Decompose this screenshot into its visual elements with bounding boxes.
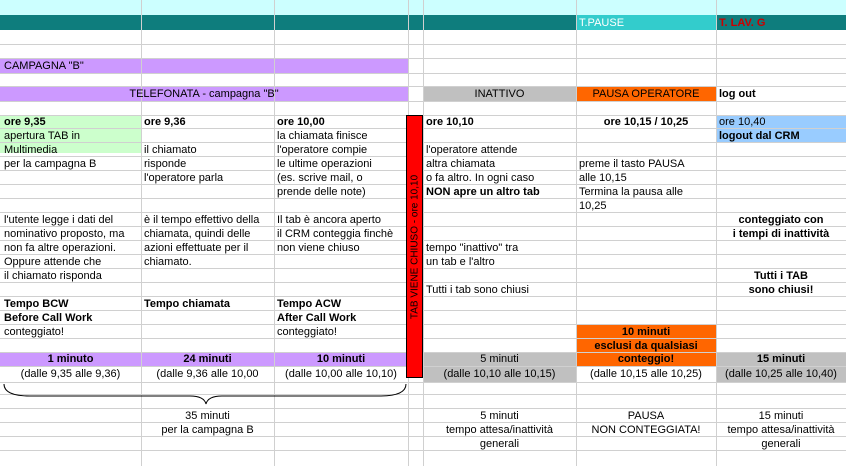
col6-duration: 15 minuti bbox=[756, 353, 806, 365]
col5-line: preme il tasto PAUSA bbox=[579, 158, 685, 170]
summary-logout: 15 minuti bbox=[758, 410, 804, 422]
col2-line: risponde bbox=[144, 158, 187, 170]
col1-range: (dalle 9,35 alle 9,36) bbox=[20, 368, 121, 380]
col1-para: non fa altre operazioni. bbox=[4, 242, 116, 254]
summary-campaign: per la campagna B bbox=[161, 424, 254, 436]
col4-line: o fa altro. In ogni caso bbox=[426, 172, 535, 184]
summary-logout: generali bbox=[761, 438, 801, 450]
section-pausa: PAUSA OPERATORE bbox=[592, 88, 700, 100]
col1-para: l'utente legge i dati del bbox=[4, 214, 114, 226]
col5-time: ore 10,15 / 10,25 bbox=[603, 116, 689, 128]
col4-closed: Tutti i tab sono chiusi bbox=[426, 284, 529, 296]
col2-time: ore 9,36 bbox=[144, 116, 186, 128]
col1-para: Oppure attende che bbox=[4, 256, 102, 268]
summary-inattivo: 5 minuti bbox=[480, 410, 519, 422]
summary-inattivo: generali bbox=[479, 438, 520, 450]
col3-line: le ultime operazioni bbox=[277, 158, 372, 170]
col2-para: chiamato. bbox=[144, 256, 192, 268]
col3-line: prende delle note) bbox=[277, 186, 366, 198]
col5-box: conteggio! bbox=[617, 353, 675, 365]
summary-inattivo: tempo attesa/inattività bbox=[445, 424, 553, 436]
col2-duration: 24 minuti bbox=[183, 353, 232, 365]
col5-line: alle 10,15 bbox=[579, 172, 627, 184]
section-telefonata: TELEFONATA - campagna "B" bbox=[129, 88, 279, 100]
col1-line: Multimedia bbox=[4, 144, 58, 156]
col6-logout: logout dal CRM bbox=[719, 130, 800, 142]
summary-campaign: 35 minuti bbox=[185, 410, 230, 422]
summary-logout: tempo attesa/inattività bbox=[727, 424, 835, 436]
col3-para: non viene chiuso bbox=[277, 242, 360, 254]
col4-time: ore 10,10 bbox=[426, 116, 474, 128]
col4-duration: 5 minuti bbox=[480, 353, 519, 365]
col2-line: il chiamato bbox=[144, 144, 197, 156]
section-inattivo: INATTIVO bbox=[474, 88, 525, 100]
col6-para: i tempi di inattività bbox=[732, 228, 830, 240]
col1-line: apertura TAB in bbox=[4, 130, 81, 142]
col6-time: ore 10,40 bbox=[719, 116, 766, 128]
col3-time: ore 10,00 bbox=[277, 116, 325, 128]
col3-duration: 10 minuti bbox=[316, 353, 366, 365]
col1-para: il chiamato risponda bbox=[4, 270, 102, 282]
col1-tempo: conteggiato! bbox=[4, 326, 64, 338]
tpause-header: T.PAUSE bbox=[579, 17, 625, 29]
col3-tempo: conteggiato! bbox=[277, 326, 337, 338]
col1-duration: 1 minuto bbox=[47, 353, 94, 365]
col1-line: per la campagna B bbox=[4, 158, 97, 170]
tab-closed-label: TAB VIENE CHIUSO - ore 10,10 bbox=[409, 174, 420, 319]
col3-para: Il tab è ancora aperto bbox=[277, 214, 381, 226]
tab-closed-bar bbox=[406, 115, 423, 378]
col5-box: esclusi da qualsiasi bbox=[594, 340, 698, 352]
col2-line: l'operatore parla bbox=[144, 172, 224, 184]
col3-range: (dalle 10,00 alle 10,10) bbox=[285, 368, 397, 380]
col4-para: tempo "inattivo" tra bbox=[426, 242, 519, 254]
col5-line: 10,25 bbox=[579, 200, 607, 212]
col4-line: altra chiamata bbox=[426, 158, 496, 170]
col4-range: (dalle 10,10 alle 10,15) bbox=[443, 368, 556, 380]
col6-tabs: Tutti i TAB bbox=[754, 270, 808, 282]
col3-tempo: Tempo ACW bbox=[277, 298, 342, 310]
summary-pausa: NON CONTEGGIATA! bbox=[591, 424, 701, 436]
col2-para: chiamata, quindi delle bbox=[144, 228, 251, 240]
brace-shape bbox=[0, 382, 410, 406]
col3-line: la chiamata finisce bbox=[277, 130, 368, 142]
col1-time: ore 9,35 bbox=[4, 116, 46, 128]
col4-line: NON apre un altro tab bbox=[426, 186, 540, 198]
col5-line: Termina la pausa alle bbox=[579, 186, 683, 198]
col2-para: è il tempo effettivo della bbox=[144, 214, 260, 226]
col3-tempo: After Call Work bbox=[277, 312, 357, 324]
col4-line: l'operatore attende bbox=[426, 144, 518, 156]
campaign-label: CAMPAGNA "B" bbox=[4, 60, 84, 72]
col5-box: 10 minuti bbox=[621, 326, 671, 338]
col2-para: azioni effettuate per il bbox=[144, 242, 249, 254]
tlav-header: T. LAV. G bbox=[719, 17, 766, 29]
summary-pausa: PAUSA bbox=[627, 410, 665, 422]
col1-para: nominativo proposto, ma bbox=[4, 228, 125, 240]
col2-range: (dalle 9,36 alle 10,00 bbox=[156, 368, 259, 380]
col3-para: il CRM conteggia finchè bbox=[277, 228, 394, 240]
col6-tabs: sono chiusi! bbox=[748, 284, 814, 296]
col1-tempo: Before Call Work bbox=[4, 312, 93, 324]
col3-line: (es. scrive mail, o bbox=[277, 172, 363, 184]
section-logout: log out bbox=[719, 88, 756, 100]
col4-para: un tab e l'altro bbox=[426, 256, 495, 268]
col5-range: (dalle 10,15 alle 10,25) bbox=[590, 368, 702, 380]
col1-tempo: Tempo BCW bbox=[4, 298, 69, 310]
col2-tempo: Tempo chiamata bbox=[144, 298, 230, 310]
col6-range: (dalle 10,25 alle 10,40) bbox=[725, 368, 837, 380]
col3-line: l'operatore compie bbox=[277, 144, 368, 156]
col6-para: conteggiato con bbox=[738, 214, 824, 226]
